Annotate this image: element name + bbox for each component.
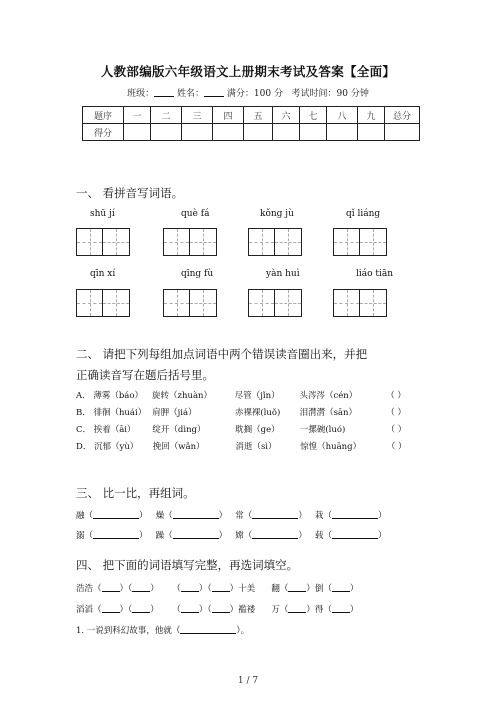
pinyin-item: 挨着（āi） (93, 425, 136, 435)
answer-blank[interactable] (252, 509, 298, 519)
pinyin-item: 徘徊（huái） (93, 408, 147, 418)
score-header-cell: 六 (273, 107, 300, 124)
answer-blank[interactable] (181, 582, 199, 592)
score-row-label: 得分 (83, 124, 124, 141)
section-3-title: 三、 比一比，再组词。 (76, 486, 195, 500)
answer-blank[interactable] (212, 582, 230, 592)
answer-blank[interactable] (252, 529, 298, 539)
pinyin: yàn huì (266, 269, 300, 279)
pinyin-item: 头涔涔（cén） (299, 391, 358, 401)
score-cell[interactable] (358, 124, 385, 141)
answer-blank[interactable] (132, 582, 150, 592)
writing-grid[interactable] (76, 228, 130, 256)
score-header-cell: 一 (124, 107, 151, 124)
idiom-row: 滔滔（ ）（ ） （ ）（ ）褴褛 万（ ）得（ ） (76, 605, 359, 615)
compare-row: 融（ ） 燥（ ） 常（ ） 栽（ ） (76, 511, 387, 521)
question-line (76, 389, 406, 401)
answer-paren[interactable]: （ ） (386, 442, 407, 452)
exam-time: 考试时间：90 分钟 (291, 89, 369, 99)
answer-blank[interactable] (288, 582, 306, 592)
score-cell[interactable] (151, 124, 182, 141)
idiom-mid: 褴褛 (238, 605, 256, 615)
pinyin: liáo tiān (356, 269, 394, 279)
answer-blank[interactable] (288, 603, 306, 613)
section-2-title-cont: 正确读音写在题后括号里。 (76, 368, 214, 382)
answer-blank[interactable] (332, 509, 378, 519)
score-header-cell: 总分 (385, 107, 420, 124)
score-table-header-row (83, 107, 420, 124)
score-cell[interactable] (213, 124, 244, 141)
writing-grid[interactable] (163, 228, 217, 256)
writing-grid[interactable] (76, 289, 130, 317)
pinyin-item: 赤裸裸(luǒ) (234, 408, 281, 418)
compare-row: 溺（ ） 躁（ ） 嫦（ ） 载（ ） (76, 531, 387, 541)
char: 栽 (314, 511, 324, 521)
pinyin-item: 肩胛（jiá） (152, 408, 197, 418)
question-line (76, 440, 407, 452)
section-4-title: 四、 把下面的词语填写完整，再选词填空。 (76, 558, 299, 572)
question-end: ）。 (236, 626, 250, 636)
char: 燥 (155, 511, 165, 521)
section-1-title: 一、 看拼音写词语。 (76, 186, 184, 200)
idiom-col3b: 得 (314, 605, 324, 615)
page-number: 1 / 7 (237, 676, 259, 686)
writing-grid[interactable] (248, 228, 302, 256)
answer-blank[interactable] (180, 624, 236, 634)
name-label: 姓名： (177, 89, 205, 99)
question-line (76, 406, 406, 418)
char: 嫦 (235, 531, 244, 541)
score-header-cell: 四 (213, 107, 244, 124)
answer-blank[interactable] (132, 603, 150, 613)
name-blank (204, 87, 224, 97)
pinyin-item: 惊惶（huāng） (300, 442, 362, 452)
idiom-mid: 十美 (238, 584, 256, 594)
idiom-col3b: 倒 (314, 584, 324, 594)
pinyin: kǒng jù (260, 209, 294, 219)
section-2-title: 二、 请把下列每组加点词语中两个错误读音圈出来，并把 (76, 347, 368, 361)
idiom-start: 滔滔 (76, 605, 94, 615)
answer-paren[interactable]: （ ） (386, 408, 406, 418)
answer-paren[interactable]: （ ） (386, 391, 406, 401)
option-label: C． (76, 425, 92, 435)
pinyin-item: 泪潸潸（sān） (299, 408, 357, 418)
answer-blank[interactable] (93, 509, 139, 519)
score-cell[interactable] (273, 124, 300, 141)
score-cell[interactable] (385, 124, 420, 141)
score-header-cell: 三 (182, 107, 213, 124)
answer-blank[interactable] (212, 603, 230, 613)
fill-question (76, 624, 249, 636)
score-table-row (83, 124, 420, 141)
pinyin: shū jí (90, 209, 115, 219)
answer-blank[interactable] (181, 603, 199, 613)
answer-blank[interactable] (93, 529, 139, 539)
document-title: 人教部编版六年级语文上册期末考试及答案【全面】 (100, 64, 396, 79)
idiom-col3: 翻 (271, 584, 280, 594)
pinyin-item: 旋转（zhuàn） (152, 391, 213, 401)
writing-grid[interactable] (333, 289, 387, 317)
idiom-col3: 万 (271, 605, 280, 615)
pinyin-item: 绽开（dìng） (152, 425, 206, 435)
option-label: A． (76, 391, 91, 401)
pinyin: què fá (181, 209, 210, 219)
writing-grid[interactable] (333, 228, 387, 256)
char: 溺 (76, 531, 85, 541)
question-text: 1. 一说到科幻故事，他就（ (76, 626, 181, 636)
pinyin-item: 一摞碗(luó) (299, 425, 346, 435)
answer-blank[interactable] (102, 582, 120, 592)
answer-blank[interactable] (332, 529, 378, 539)
score-header-cell: 二 (151, 107, 182, 124)
answer-blank[interactable] (332, 603, 350, 613)
score-header-cell: 七 (300, 107, 327, 124)
idiom-row: 浩浩（ ）（ ） （ ）（ ）十美 翻（ ）倒（ ） (76, 584, 359, 594)
pinyin-item: 薄雾（báo） (93, 391, 143, 401)
option-label: D． (76, 442, 92, 452)
score-header-cell: 九 (358, 107, 385, 124)
pinyin: qǐ liáng (346, 209, 381, 219)
score-cell[interactable] (244, 124, 273, 141)
full-score: 满分：100 分 (226, 89, 283, 99)
pinyin-item: 挽回（wǎn） (152, 442, 205, 452)
pinyin-item: 消逝（sì） (235, 442, 277, 452)
exam-info (0, 86, 496, 99)
char: 载 (314, 531, 324, 541)
score-cell[interactable] (182, 124, 213, 141)
question-line (76, 423, 406, 435)
answer-blank[interactable] (332, 582, 350, 592)
class-label: 班级： (127, 89, 155, 99)
pinyin-item: 尽管（jǐn） (234, 391, 280, 401)
score-cell[interactable] (300, 124, 327, 141)
pinyin-item: 沉郁（yù） (94, 442, 139, 452)
idiom-start: 浩浩 (76, 584, 94, 594)
score-header-cell: 八 (327, 107, 358, 124)
answer-blank[interactable] (102, 603, 120, 613)
pinyin: qīng fù (181, 269, 214, 279)
char: 躁 (155, 531, 165, 541)
writing-grid[interactable] (248, 289, 302, 317)
pinyin: qīn xí (90, 269, 116, 279)
answer-paren[interactable]: （ ） (386, 425, 407, 435)
pinyin-item: 耽搁（ge） (235, 425, 280, 435)
answer-blank[interactable] (173, 509, 219, 519)
option-label: B． (76, 408, 91, 418)
score-header-cell: 题序 (83, 107, 124, 124)
char: 融 (76, 511, 85, 521)
char: 常 (235, 511, 244, 521)
score-cell[interactable] (327, 124, 358, 141)
score-cell[interactable] (124, 124, 151, 141)
score-table (82, 106, 420, 141)
writing-grid[interactable] (163, 289, 217, 317)
class-blank (154, 87, 174, 97)
answer-blank[interactable] (173, 529, 219, 539)
score-header-cell: 五 (244, 107, 273, 124)
